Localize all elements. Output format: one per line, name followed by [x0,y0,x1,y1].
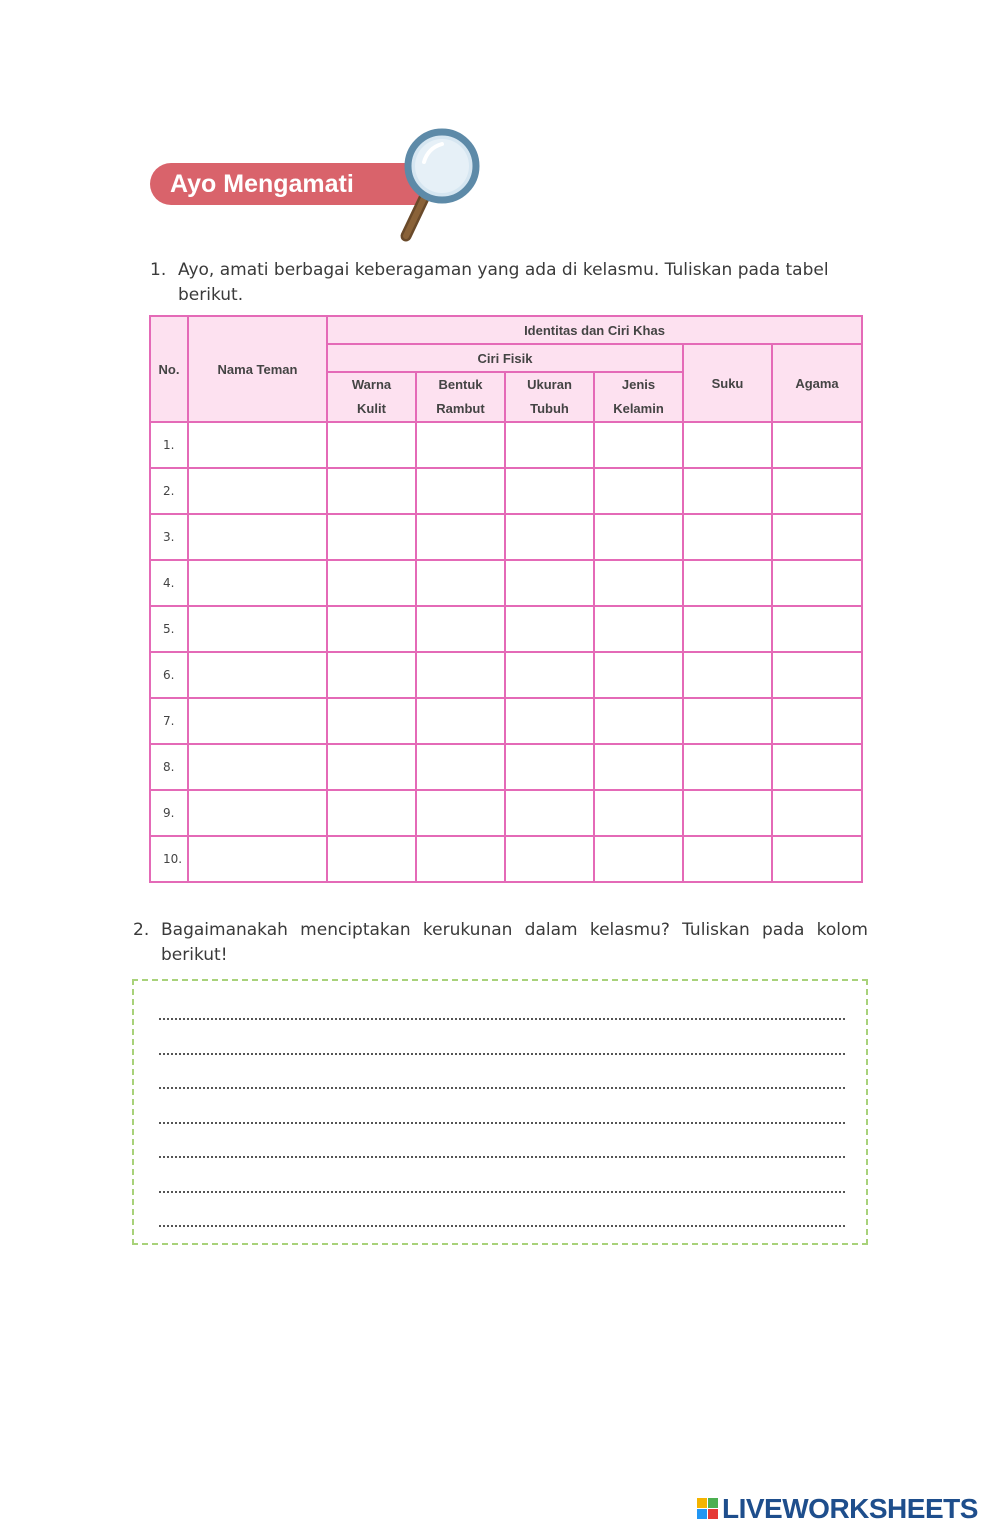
table-cell-input[interactable] [772,744,862,790]
table-cell-input[interactable] [416,836,505,882]
table-cell-input[interactable] [327,560,416,606]
header-gender: Jenis Kelamin [594,372,683,422]
table-cell-input[interactable] [327,606,416,652]
table-cell-input[interactable] [772,836,862,882]
table-cell-input[interactable] [505,468,594,514]
table-cell-input[interactable] [683,560,772,606]
table-cell-input[interactable] [683,422,772,468]
row-number: 5. [150,606,188,652]
table-row [150,606,862,652]
table-cell-input[interactable] [327,790,416,836]
table-cell-input[interactable] [416,468,505,514]
table-cell-input[interactable] [683,790,772,836]
table-cell-input[interactable] [594,514,683,560]
answer-line[interactable] [159,1053,845,1055]
table-cell-input[interactable] [594,744,683,790]
header-no: No. [150,316,188,422]
row-number: 2. [150,468,188,514]
table-row [150,652,862,698]
table-cell-input[interactable] [772,468,862,514]
question-2 [133,918,868,968]
table-cell-input[interactable] [505,422,594,468]
liveworksheets-brand: LIVEWORKSHEETS [722,1493,978,1524]
answer-line[interactable] [159,1156,845,1158]
table-cell-input[interactable] [188,560,327,606]
answer-line[interactable] [159,1018,845,1020]
table-cell-input[interactable] [772,790,862,836]
table-row [150,790,862,836]
table-cell-input[interactable] [416,652,505,698]
table-cell-input[interactable] [416,560,505,606]
table-cell-input[interactable] [594,560,683,606]
table-row [150,744,862,790]
table-cell-input[interactable] [594,606,683,652]
table-cell-input[interactable] [683,468,772,514]
table-cell-input[interactable] [327,422,416,468]
table-cell-input[interactable] [505,514,594,560]
table-cell-input[interactable] [505,836,594,882]
table-cell-input[interactable] [772,698,862,744]
liveworksheets-logo-icon [697,1497,719,1521]
table-row [150,514,862,560]
question-2-text: Bagaimanakah menciptakan kerukunan dalam kelasmu? Tuliskan pada kolom berikut! [161,920,868,965]
row-number: 4. [150,560,188,606]
table-cell-input[interactable] [683,606,772,652]
table-cell-input[interactable] [327,652,416,698]
table-cell-input[interactable] [188,652,327,698]
table-row [150,836,862,882]
table-row [150,468,862,514]
liveworksheets-logo [697,1489,978,1529]
table-cell-input[interactable] [683,836,772,882]
table-cell-input[interactable] [505,606,594,652]
question-1-number: 1. [150,260,167,280]
table-cell-input[interactable] [772,606,862,652]
table-cell-input[interactable] [416,790,505,836]
table-row [150,422,862,468]
question-1 [150,258,862,308]
table-cell-input[interactable] [188,514,327,560]
table-cell-input[interactable] [327,468,416,514]
table-cell-input[interactable] [505,744,594,790]
table-cell-input[interactable] [188,606,327,652]
table-cell-input[interactable] [505,698,594,744]
table-cell-input[interactable] [594,836,683,882]
header-name: Nama Teman [188,316,327,422]
table-cell-input[interactable] [416,744,505,790]
answer-line[interactable] [159,1122,845,1124]
header-religion: Agama [772,344,862,422]
table-cell-input[interactable] [772,560,862,606]
table-cell-input[interactable] [327,698,416,744]
answer-line[interactable] [159,1191,845,1193]
header-identity-group: Identitas dan Ciri Khas [327,316,862,344]
magnifier-icon [392,126,487,246]
observation-table [149,315,863,883]
table-cell-input[interactable] [505,560,594,606]
table-row [150,698,862,744]
table-cell-input[interactable] [188,836,327,882]
table-cell-input[interactable] [188,744,327,790]
table-cell-input[interactable] [594,652,683,698]
question-1-text: Ayo, amati berbagai keberagaman yang ada di kelasmu. Tuliskan pada tabel berikut. [178,260,829,305]
table-cell-input[interactable] [188,422,327,468]
section-title-banner [150,163,422,205]
row-number: 3. [150,514,188,560]
table-cell-input[interactable] [683,514,772,560]
header-hair-shape: Bentuk Rambut [416,372,505,422]
table-cell-input[interactable] [594,468,683,514]
table-cell-input[interactable] [683,652,772,698]
answer-line[interactable] [159,1225,845,1227]
header-body-size: Ukuran Tubuh [505,372,594,422]
table-cell-input[interactable] [416,698,505,744]
table-cell-input[interactable] [416,606,505,652]
header-physical-group: Ciri Fisik [327,344,683,372]
table-cell-input[interactable] [594,790,683,836]
table-cell-input[interactable] [327,836,416,882]
table-cell-input[interactable] [416,514,505,560]
row-number: 6. [150,652,188,698]
header-tribe: Suku [683,344,772,422]
table-cell-input[interactable] [505,790,594,836]
table-cell-input[interactable] [327,514,416,560]
table-cell-input[interactable] [772,422,862,468]
table-cell-input[interactable] [683,698,772,744]
table-cell-input[interactable] [594,422,683,468]
row-number: 8. [150,744,188,790]
header-skin-color: Warna Kulit [327,372,416,422]
section-title: Ayo Mengamati [170,170,354,198]
row-number: 9. [150,790,188,836]
table-cell-input[interactable] [188,468,327,514]
answer-box[interactable] [132,979,868,1245]
row-number: 1. [150,422,188,468]
table-cell-input[interactable] [772,652,862,698]
row-number: 7. [150,698,188,744]
table-row [150,560,862,606]
table-cell-input[interactable] [505,652,594,698]
table-cell-input[interactable] [188,698,327,744]
table-cell-input[interactable] [772,514,862,560]
table-cell-input[interactable] [683,744,772,790]
table-cell-input[interactable] [327,744,416,790]
table-cell-input[interactable] [416,422,505,468]
question-2-number: 2. [133,920,150,940]
answer-line[interactable] [159,1087,845,1089]
table-cell-input[interactable] [188,790,327,836]
row-number: 10. [150,836,188,882]
table-cell-input[interactable] [594,698,683,744]
